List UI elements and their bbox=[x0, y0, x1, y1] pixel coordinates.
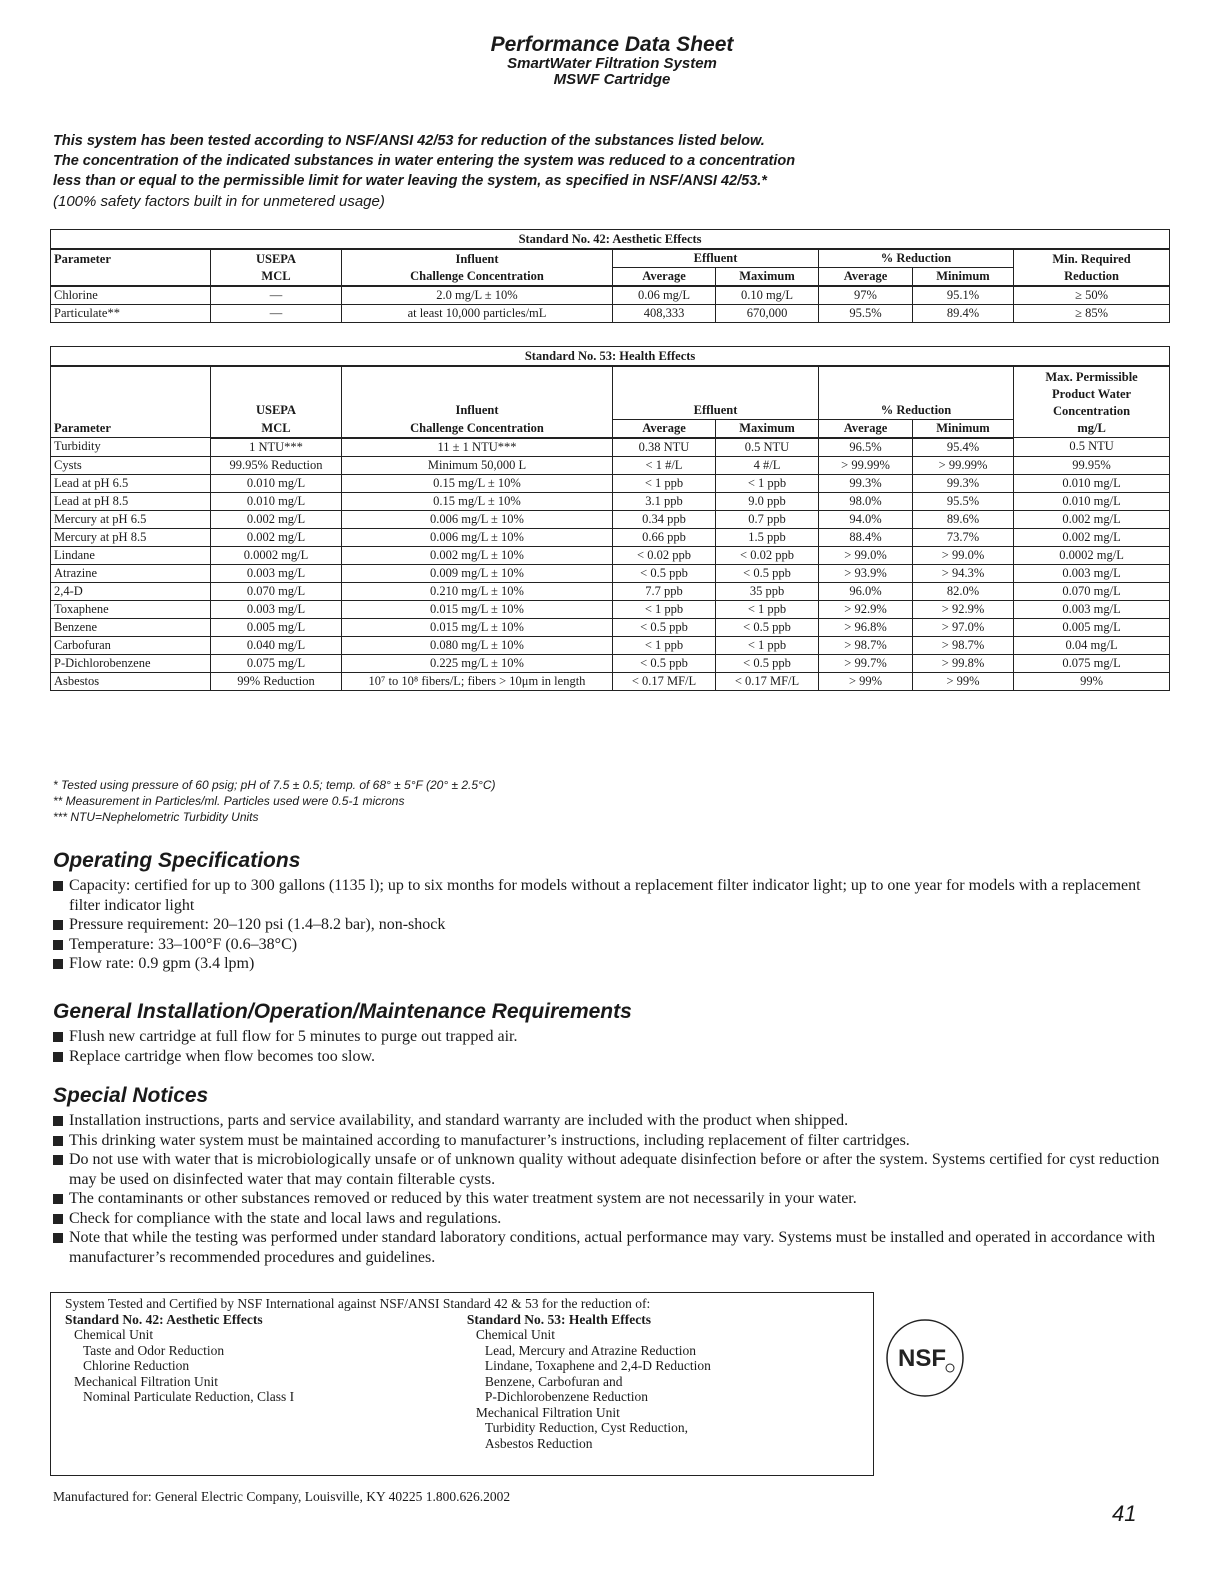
table-cell: > 99.0% bbox=[913, 546, 1014, 564]
table-cell: 0.080 mg/L ± 10% bbox=[342, 636, 613, 654]
table-cell: > 92.9% bbox=[819, 600, 913, 618]
column-header-line: mg/L bbox=[1077, 421, 1106, 435]
table-row bbox=[51, 636, 1170, 654]
table-cell: Mercury at pH 6.5 bbox=[51, 510, 211, 528]
footnote: ** Measurement in Particles/ml. Particles used were 0.5-1 microns bbox=[53, 794, 405, 808]
table-cell: 96.5% bbox=[819, 438, 913, 457]
standard-42-column bbox=[65, 1312, 467, 1452]
table-cell: 95.4% bbox=[913, 438, 1014, 457]
table-cell: 0.009 mg/L ± 10% bbox=[342, 564, 613, 582]
list-item-text: Do not use with water that is microbiologically unsafe or of unknown quality without adequate disinfection before or after the system. Systems certified for cyst reduction may be used on disinfected water that may contain filterable cysts. bbox=[69, 1151, 1160, 1188]
table-cell: 0.66 ppb bbox=[613, 528, 716, 546]
table-cell: 0.002 mg/L bbox=[1014, 528, 1170, 546]
nsf-logo-text: NSF bbox=[898, 1345, 946, 1372]
column-header: Effluent bbox=[613, 366, 819, 419]
table-cell: 0.34 ppb bbox=[613, 510, 716, 528]
unit-heading: Mechanical Filtration Unit bbox=[74, 1373, 218, 1389]
safety-factor-note: (100% safety factors built in for unmetered usage) bbox=[53, 193, 385, 210]
table-cell: 0.15 mg/L ± 10% bbox=[342, 492, 613, 510]
bullet-icon bbox=[53, 1032, 63, 1042]
table-row bbox=[51, 510, 1170, 528]
table-cell: < 1 ppb bbox=[716, 474, 819, 492]
list-item-text: Capacity: certified for up to 300 gallons (1135 l); up to six months for models without a replacement filter indicator light; up to one year for models with a replacement filter indicator light bbox=[69, 877, 1141, 914]
page-subtitle: SmartWater Filtration System bbox=[507, 55, 717, 72]
list-item-text: Installation instructions, parts and service availability, and standard warranty are included with the product when shipped. bbox=[69, 1112, 849, 1129]
table-cell: Lead at pH 8.5 bbox=[51, 492, 211, 510]
table-footnotes bbox=[53, 777, 496, 825]
table-cell: < 0.5 ppb bbox=[716, 654, 819, 672]
table-cell: 0.040 mg/L bbox=[211, 636, 342, 654]
page-title: Performance Data Sheet bbox=[490, 33, 734, 56]
column-header: Average bbox=[613, 268, 716, 287]
table-cell: > 99% bbox=[819, 672, 913, 690]
list-item-text: Temperature: 33–100°F (0.6–38°C) bbox=[69, 935, 298, 953]
table-cell: 89.6% bbox=[913, 510, 1014, 528]
column-header: Average bbox=[819, 268, 913, 287]
table-cell: < 1 ppb bbox=[613, 474, 716, 492]
table-cell: 0.002 mg/L bbox=[1014, 510, 1170, 528]
column-header: Maximum bbox=[716, 268, 819, 287]
table-cell: < 0.5 ppb bbox=[716, 618, 819, 636]
table-cell: 95.5% bbox=[913, 492, 1014, 510]
table-cell: 82.0% bbox=[913, 582, 1014, 600]
standard-53-column bbox=[467, 1312, 859, 1452]
column-header: % Reduction bbox=[819, 366, 1014, 419]
table-cell: > 98.7% bbox=[819, 636, 913, 654]
table-cell: Benzene bbox=[51, 618, 211, 636]
table-cell: 0.15 mg/L ± 10% bbox=[342, 474, 613, 492]
table-cell: 0.210 mg/L ± 10% bbox=[342, 582, 613, 600]
footnote: * Tested using pressure of 60 psig; pH of 7.5 ± 0.5; temp. of 68° ± 5°F (20° ± 2.5°C) bbox=[53, 778, 496, 792]
table-cell: 0.006 mg/L ± 10% bbox=[342, 528, 613, 546]
unit-item: Benzene, Carbofuran and bbox=[484, 1373, 623, 1389]
table-cell: < 1 #/L bbox=[613, 456, 716, 474]
unit-heading: Mechanical Filtration Unit bbox=[475, 1404, 620, 1420]
table-cell: < 1 ppb bbox=[716, 636, 819, 654]
table-cell: < 0.17 MF/L bbox=[613, 672, 716, 690]
table-cell: 0.002 mg/L ± 10% bbox=[342, 546, 613, 564]
operating-specifications bbox=[53, 849, 1173, 974]
column-header: Challenge Concentration bbox=[342, 419, 613, 438]
column-header: Min. Required bbox=[1014, 249, 1170, 268]
table-cell: > 94.3% bbox=[913, 564, 1014, 582]
column-header: MCL bbox=[211, 268, 342, 287]
table-cell: at least 10,000 particles/mL bbox=[342, 305, 613, 323]
column-header: Average bbox=[819, 419, 913, 438]
column-header-line: Concentration bbox=[1053, 404, 1131, 418]
table-cell: 0.7 ppb bbox=[716, 510, 819, 528]
manufacturer-line: Manufactured for: General Electric Company, Louisville, KY 40225 1.800.626.2002 bbox=[53, 1489, 511, 1504]
nsf-logo-icon bbox=[885, 1318, 965, 1398]
column-header bbox=[211, 366, 342, 419]
bullet-icon bbox=[53, 1214, 63, 1224]
list-item-text: Pressure requirement: 20–120 psi (1.4–8.2 bar), non-shock bbox=[69, 916, 446, 933]
table-row bbox=[51, 528, 1170, 546]
table-cell: 0.005 mg/L bbox=[1014, 618, 1170, 636]
table-row bbox=[51, 600, 1170, 618]
table-cell: 3.1 ppb bbox=[613, 492, 716, 510]
column-header: Challenge Concentration bbox=[342, 268, 613, 287]
table-cell: 88.4% bbox=[819, 528, 913, 546]
table-cell: 10⁷ to 10⁸ fibers/L; fibers > 10μm in length bbox=[342, 672, 613, 690]
column-header: MCL bbox=[211, 419, 342, 438]
table-cell: 0.005 mg/L bbox=[211, 618, 342, 636]
table-cell: 0.003 mg/L bbox=[1014, 564, 1170, 582]
unit-item: Taste and Odor Reduction bbox=[83, 1342, 225, 1358]
table-cell: 0.225 mg/L ± 10% bbox=[342, 654, 613, 672]
list-item-text: Note that while the testing was performed under standard laboratory conditions, actual performance may vary. Systems must be installed and operated in accordance with manufacturer’s recommended procedures and guidelines. bbox=[69, 1229, 1156, 1266]
column-header: Minimum bbox=[913, 268, 1014, 287]
list-item bbox=[53, 1027, 1173, 1047]
column-header: % Reduction bbox=[819, 249, 1014, 268]
section-title: General Installation/Operation/Maintenance Requirements bbox=[53, 1000, 632, 1023]
table-cell: < 1 ppb bbox=[613, 600, 716, 618]
certification-box bbox=[50, 1292, 874, 1476]
table-cell: 0.070 mg/L bbox=[211, 582, 342, 600]
table-cell: < 0.5 ppb bbox=[613, 564, 716, 582]
table-row bbox=[51, 654, 1170, 672]
table-cell: 0.006 mg/L ± 10% bbox=[342, 510, 613, 528]
unit-item: P-Dichlorobenzene Reduction bbox=[484, 1389, 648, 1404]
table-caption: Standard No. 53: Health Effects bbox=[51, 347, 1170, 367]
list-item bbox=[53, 935, 1173, 955]
table-cell: 73.7% bbox=[913, 528, 1014, 546]
list-item-text: Flow rate: 0.9 gpm (3.4 lpm) bbox=[69, 955, 255, 972]
table-cell: 99.3% bbox=[819, 474, 913, 492]
table-cell: 98.0% bbox=[819, 492, 913, 510]
health-effects-table bbox=[50, 346, 1170, 691]
table-cell: 0.075 mg/L bbox=[211, 654, 342, 672]
general-requirements bbox=[53, 1000, 1173, 1066]
list-item bbox=[53, 1111, 1173, 1131]
standard-heading: Standard No. 53: Health Effects bbox=[466, 1311, 652, 1327]
list-item bbox=[53, 1047, 1173, 1067]
table-cell: 1.5 ppb bbox=[716, 528, 819, 546]
table-caption: Standard No. 42: Aesthetic Effects bbox=[51, 230, 1170, 250]
table-row bbox=[51, 456, 1170, 474]
table-cell: 0.38 NTU bbox=[613, 438, 716, 457]
table-cell: 99.95% Reduction bbox=[211, 456, 342, 474]
table-cell: 0.070 mg/L bbox=[1014, 582, 1170, 600]
intro-line: The concentration of the indicated substances in water entering the system was reduced to a concentration bbox=[53, 153, 796, 169]
page-number: 41 bbox=[1112, 1501, 1137, 1526]
table-cell: 0.010 mg/L bbox=[211, 492, 342, 510]
table-row bbox=[51, 492, 1170, 510]
bullet-icon bbox=[53, 920, 63, 930]
intro-line: less than or equal to the permissible limit for water leaving the system, as specified in NSF/ANSI 42/53.* bbox=[53, 173, 767, 189]
column-header: Maximum bbox=[716, 419, 819, 438]
column-header: Effluent bbox=[613, 249, 819, 268]
list-item bbox=[53, 876, 1173, 915]
table-cell: Particulate** bbox=[51, 305, 211, 323]
column-header-usepa: USEPA bbox=[255, 403, 297, 417]
table-cell: Turbidity bbox=[51, 438, 211, 457]
table-cell: 0.015 mg/L ± 10% bbox=[342, 618, 613, 636]
standard-heading: Standard No. 42: Aesthetic Effects bbox=[65, 1311, 263, 1327]
table-cell: — bbox=[211, 305, 342, 323]
table-cell: 99% Reduction bbox=[211, 672, 342, 690]
table-cell: > 92.9% bbox=[913, 600, 1014, 618]
table-cell: > 93.9% bbox=[819, 564, 913, 582]
table-cell: Mercury at pH 8.5 bbox=[51, 528, 211, 546]
table-cell: > 96.8% bbox=[819, 618, 913, 636]
list-item bbox=[53, 954, 1173, 974]
table-row bbox=[51, 618, 1170, 636]
column-header bbox=[342, 366, 613, 419]
list-item bbox=[53, 1131, 1173, 1151]
table-cell: 0.010 mg/L bbox=[1014, 474, 1170, 492]
table-row bbox=[51, 672, 1170, 690]
table-cell: 2,4-D bbox=[51, 582, 211, 600]
table-cell: 4 #/L bbox=[716, 456, 819, 474]
list-item bbox=[53, 1209, 1173, 1229]
table-cell: 0.06 mg/L bbox=[613, 286, 716, 305]
table-cell: < 0.5 ppb bbox=[716, 564, 819, 582]
list-item bbox=[53, 1228, 1173, 1267]
unit-item: Lead, Mercury and Atrazine Reduction bbox=[484, 1342, 696, 1358]
table-cell: Lindane bbox=[51, 546, 211, 564]
table-cell: < 0.5 ppb bbox=[613, 654, 716, 672]
table-cell: 94.0% bbox=[819, 510, 913, 528]
list-item-text: Check for compliance with the state and local laws and regulations. bbox=[69, 1209, 502, 1227]
unit-item: Lindane, Toxaphene and 2,4-D Reduction bbox=[484, 1358, 711, 1373]
column-header: Parameter bbox=[51, 249, 211, 268]
cartridge-name: MSWF Cartridge bbox=[553, 71, 671, 88]
table-cell: Toxaphene bbox=[51, 600, 211, 618]
bullet-icon bbox=[53, 881, 63, 891]
column-header-line: Max. Permissible bbox=[1045, 370, 1138, 384]
table-row bbox=[51, 564, 1170, 582]
unit-item: Asbestos Reduction bbox=[484, 1435, 593, 1451]
bullet-icon bbox=[53, 1116, 63, 1126]
table-cell: 1 NTU*** bbox=[211, 438, 342, 457]
list-item-text: The contaminants or other substances removed or reduced by this water treatment system are not necessarily in your water. bbox=[69, 1190, 857, 1207]
table-cell: 0.015 mg/L ± 10% bbox=[342, 600, 613, 618]
table-cell: 2.0 mg/L ± 10% bbox=[342, 286, 613, 305]
table-cell: 89.4% bbox=[913, 305, 1014, 323]
bullet-icon bbox=[53, 1155, 63, 1165]
table-row bbox=[51, 546, 1170, 564]
table-cell: > 99.8% bbox=[913, 654, 1014, 672]
table-cell: 0.04 mg/L bbox=[1014, 636, 1170, 654]
table-row bbox=[51, 438, 1170, 457]
bullet-icon bbox=[53, 1194, 63, 1204]
column-header: Influent bbox=[342, 249, 613, 268]
list-item bbox=[53, 1189, 1173, 1209]
table-cell: 99.95% bbox=[1014, 456, 1170, 474]
aesthetic-effects-table bbox=[50, 229, 1170, 323]
table-cell: Lead at pH 6.5 bbox=[51, 474, 211, 492]
section-title: Operating Specifications bbox=[53, 849, 301, 872]
list-item bbox=[53, 915, 1173, 935]
bullet-icon bbox=[53, 1052, 63, 1062]
column-header-line: Product Water bbox=[1052, 387, 1132, 401]
table-row bbox=[51, 305, 1170, 323]
table-cell: < 0.02 ppb bbox=[613, 546, 716, 564]
table-cell: < 1 ppb bbox=[613, 636, 716, 654]
table-cell: > 99.99% bbox=[913, 456, 1014, 474]
table-cell: 408,333 bbox=[613, 305, 716, 323]
table-cell: 95.1% bbox=[913, 286, 1014, 305]
table-cell: — bbox=[211, 286, 342, 305]
footnote: *** NTU=Nephelometric Turbidity Units bbox=[53, 810, 259, 824]
table-cell: 0.002 mg/L bbox=[211, 528, 342, 546]
table-cell: < 1 ppb bbox=[716, 600, 819, 618]
table-cell: Atrazine bbox=[51, 564, 211, 582]
table-row bbox=[51, 474, 1170, 492]
column-header: Parameter bbox=[51, 366, 211, 438]
column-header bbox=[51, 268, 211, 287]
unit-heading: Chemical Unit bbox=[74, 1327, 154, 1342]
table-cell: 35 ppb bbox=[716, 582, 819, 600]
unit-item: Nominal Particulate Reduction, Class I bbox=[83, 1389, 295, 1404]
table-cell: Minimum 50,000 L bbox=[342, 456, 613, 474]
table-cell: 0.003 mg/L bbox=[211, 564, 342, 582]
special-notices bbox=[53, 1084, 1173, 1267]
table-row bbox=[51, 286, 1170, 305]
bullet-icon bbox=[53, 940, 63, 950]
table-cell: 99% bbox=[1014, 672, 1170, 690]
table-cell: 0.010 mg/L bbox=[211, 474, 342, 492]
table-cell: Carbofuran bbox=[51, 636, 211, 654]
column-header bbox=[1014, 366, 1170, 438]
column-header-influent: Influent bbox=[455, 403, 499, 417]
table-cell: 9.0 ppb bbox=[716, 492, 819, 510]
list-item-text: This drinking water system must be maintained according to manufacturer’s instructions, including replacement of filter cartridges. bbox=[69, 1131, 910, 1149]
table-cell: 0.0002 mg/L bbox=[1014, 546, 1170, 564]
table-cell: > 98.7% bbox=[913, 636, 1014, 654]
table-cell: P-Dichlorobenzene bbox=[51, 654, 211, 672]
list-item-text: Replace cartridge when flow becomes too slow. bbox=[69, 1047, 375, 1065]
section-title: Special Notices bbox=[53, 1084, 209, 1107]
unit-item: Chlorine Reduction bbox=[83, 1358, 190, 1373]
bullet-icon bbox=[53, 1136, 63, 1146]
table-cell: 7.7 ppb bbox=[613, 582, 716, 600]
table-cell: 11 ± 1 NTU*** bbox=[342, 438, 613, 457]
list-item bbox=[53, 1150, 1173, 1189]
table-cell: 0.0002 mg/L bbox=[211, 546, 342, 564]
table-cell: 95.5% bbox=[819, 305, 913, 323]
table-cell: < 0.5 ppb bbox=[613, 618, 716, 636]
bullet-icon bbox=[53, 959, 63, 969]
table-cell: 0.002 mg/L bbox=[211, 510, 342, 528]
table-cell: Chlorine bbox=[51, 286, 211, 305]
table-cell: < 0.02 ppb bbox=[716, 546, 819, 564]
unit-heading: Chemical Unit bbox=[475, 1327, 556, 1342]
table-cell: 670,000 bbox=[716, 305, 819, 323]
column-header: Average bbox=[613, 419, 716, 438]
table-cell: Asbestos bbox=[51, 672, 211, 690]
table-cell: 0.010 mg/L bbox=[1014, 492, 1170, 510]
table-cell: Cysts bbox=[51, 456, 211, 474]
column-header: USEPA bbox=[211, 249, 342, 268]
intro-statement bbox=[53, 131, 1173, 212]
bullet-icon bbox=[53, 1233, 63, 1243]
table-cell: 99.3% bbox=[913, 474, 1014, 492]
table-cell: 0.5 NTU bbox=[716, 438, 819, 457]
intro-line: This system has been tested according to NSF/ANSI 42/53 for reduction of the substances listed below. bbox=[53, 133, 765, 149]
table-cell: 96.0% bbox=[819, 582, 913, 600]
table-cell: < 0.17 MF/L bbox=[716, 672, 819, 690]
table-cell: ≥ 50% bbox=[1014, 286, 1170, 305]
list-item-text: Flush new cartridge at full flow for 5 minutes to purge out trapped air. bbox=[69, 1028, 518, 1045]
table-cell: 0.003 mg/L bbox=[1014, 600, 1170, 618]
table-cell: > 97.0% bbox=[913, 618, 1014, 636]
table-cell: 0.003 mg/L bbox=[211, 600, 342, 618]
table-cell: > 99.0% bbox=[819, 546, 913, 564]
table-cell: > 99.99% bbox=[819, 456, 913, 474]
unit-item: Turbidity Reduction, Cyst Reduction, bbox=[484, 1420, 689, 1435]
table-cell: 0.5 NTU bbox=[1014, 438, 1170, 457]
page-header bbox=[0, 34, 1224, 88]
table-cell: > 99.7% bbox=[819, 654, 913, 672]
table-row bbox=[51, 582, 1170, 600]
certification-intro: System Tested and Certified by NSF International against NSF/ANSI Standard 42 & 53 for the reduction of: bbox=[65, 1296, 651, 1311]
table-cell: ≥ 85% bbox=[1014, 305, 1170, 323]
column-header: Reduction bbox=[1014, 268, 1170, 287]
table-cell: 97% bbox=[819, 286, 913, 305]
table-cell: > 99% bbox=[913, 672, 1014, 690]
column-header: Minimum bbox=[913, 419, 1014, 438]
table-cell: 0.075 mg/L bbox=[1014, 654, 1170, 672]
table-cell: 0.10 mg/L bbox=[716, 286, 819, 305]
